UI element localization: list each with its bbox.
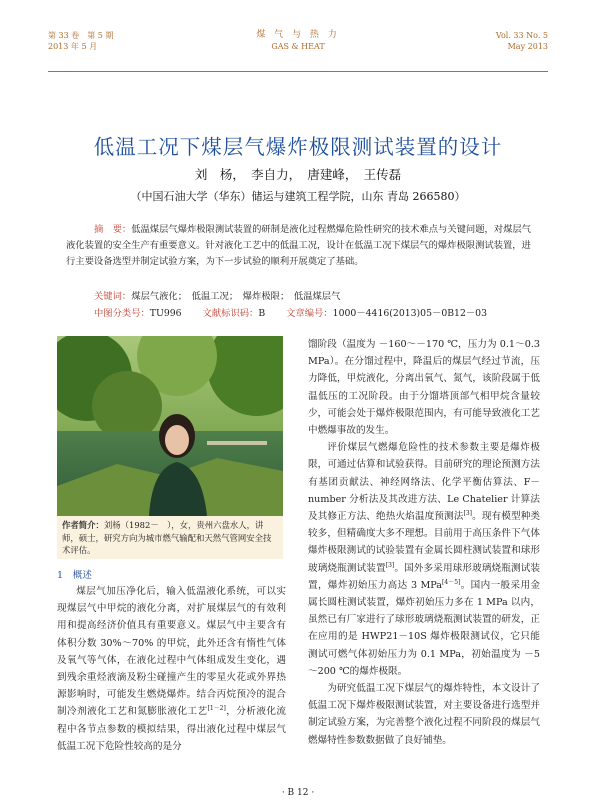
running-header-right [496,30,548,52]
author-photo [57,336,283,516]
article-id-label: 文章编号： [286,308,333,319]
abstract-label: 摘 要： [94,224,132,235]
keywords-text: 煤层气液化； 低温工况； 爆炸极限； 低温煤层气 [131,291,341,302]
body-text: 。现有模型种类较多，但精确度大多不理想。目前用于高压条件下气体爆炸极限测试的试验装置有金属长圆柱测试装置和球形玻璃烧瓶测试装置 [308,511,541,574]
citation: [3] [463,509,472,517]
volume-issue: 第 33 卷 第 5 期 [48,31,114,40]
citation: [3] [385,561,395,569]
author-bio-text: 刘杨（1982－ ），女，贵州六盘水人，讲师，硕士，研究方向为城市燃气输配和天然气管网安全技术评估。 [62,520,272,555]
paper-title: 低温工况下煤层气爆炸极限测试装置的设计 [93,135,503,159]
body-text: 。国内一般采用金属长圆柱测试装置，爆炸初始压力多在 1 MPa 以内，虽然已有厂家进行了球形玻璃烧瓶测试装置的研发，正在应用的是 HWP21－10S 爆炸极限测试仪，它只能测试可燃气体初始压力为 0.1 MPa，初始温度为 －5～200 ℃的爆炸极限。 [308,579,540,677]
body-paragraph: 为研究低温工况下煤层气的爆炸特性，本文设计了低温工况下爆炸极限测试装置，对主要设备进行选型并制定试验方案，为完善整个液化过程不同阶段的煤层气燃爆特性参数数据做了良好铺垫。 [308,683,540,746]
author-bio-label: 作者简介： [62,520,104,530]
doc-code-label: 文献标识码： [202,308,259,319]
citation: [4－5] [442,578,461,586]
keywords [94,288,340,302]
body-paragraph [57,583,286,755]
article-id-value: 1000－4416(2013)05－0B12－03 [332,308,488,319]
abstract-text: 低温煤层气爆炸极限测试装置的研制是液化过程燃爆危险性研究的技术难点与关键问题，对煤层气液化装置的安全生产有重要意义。针对液化工艺中的低温工况，设计在低温工况下煤层气的爆炸极限测试装置，进行主要设备选型并制定试验方案，为下一步试验的顺利开展奠定了基础。 [66,224,531,267]
author-list: 刘 杨， 李自力， 唐建峰， 王传磊 [194,167,402,182]
header-rule [48,71,548,72]
page-number: · B 12 · [281,788,315,798]
body-text: 评价煤层气燃爆危险性的技术参数主要是爆炸极限，可通过估算和试验获得。目前研究的理论预测方法有基团贡献法、神经网络法、化学平衡估算法、F－number 分析法及其改进方法、Le Chatelier 计算法及其修正方法、绝热火焰温度预测法 [308,442,540,523]
classification-line [94,305,505,319]
abstract [66,222,534,270]
doc-code-value: B [258,308,266,319]
clc-label: 中图分类号： [94,308,150,319]
journal-name-en: GAS & HEAT [271,42,325,51]
author-photo-illustration [57,336,283,516]
body-paragraph: 馏阶段（温度为 －160～－170 ℃，压力为 0.1～0.3 MPa）。在分馏过程中，降温后的煤层气经过节流，压力降低，甲烷液化，分离出氧气、氮气，该阶段属于低温低压的工况阶段。由于分馏塔顶部气相甲烷含量较少，可能会处于爆炸极限范围内，有可能导致液化工艺中燃爆事故的发生。 [308,339,540,437]
volume-issue-en: Vol. 33 No. 5 [495,31,548,40]
body-text: 。国外多采用球形玻璃烧瓶测试装置，爆炸初始压力高达 3 MPa [308,562,541,591]
citation: [1－2] [207,705,226,713]
author-affiliation: （中国石油大学（华东）储运与建筑工程学院，山东 青岛 266580） [130,190,466,203]
issue-date-en: May 2013 [507,42,548,51]
issue-date: 2013 年 5 月 [48,42,98,51]
section-heading: 1 概述 [57,570,92,581]
body-column-right [308,336,540,749]
body-column-left [57,583,286,755]
body-text: ，分析液化流程中各节点参数的模拟结果，得出液化过程中煤层气低温工况下危险性较高的是分 [57,706,287,752]
body-paragraph [308,439,540,680]
clc-value: TU996 [149,308,182,319]
keywords-label: 关键词： [94,291,132,302]
author-bio-box [57,516,283,559]
body-text: 煤层气加压净化后，输入低温液化系统，可以实现煤层气中甲烷的液化分离，对扩展煤层气的有效利用和提高经济价值具有重要意义。煤层气中主要含有体积分数 30%～70% 的甲烷，此外还含有惰性气体及氧气等气体，在液化过程中气体组成发生变化，遇到残余重烃液滴及粉尘碰撞产生的零星火花或外界热源影响时，可能发生燃烧爆炸。结合丙烷预冷的混合制冷剂液化工艺和氮膨胀液化工艺 [57,586,286,718]
journal-name-cn: 煤 气 与 热 力 [256,30,340,40]
